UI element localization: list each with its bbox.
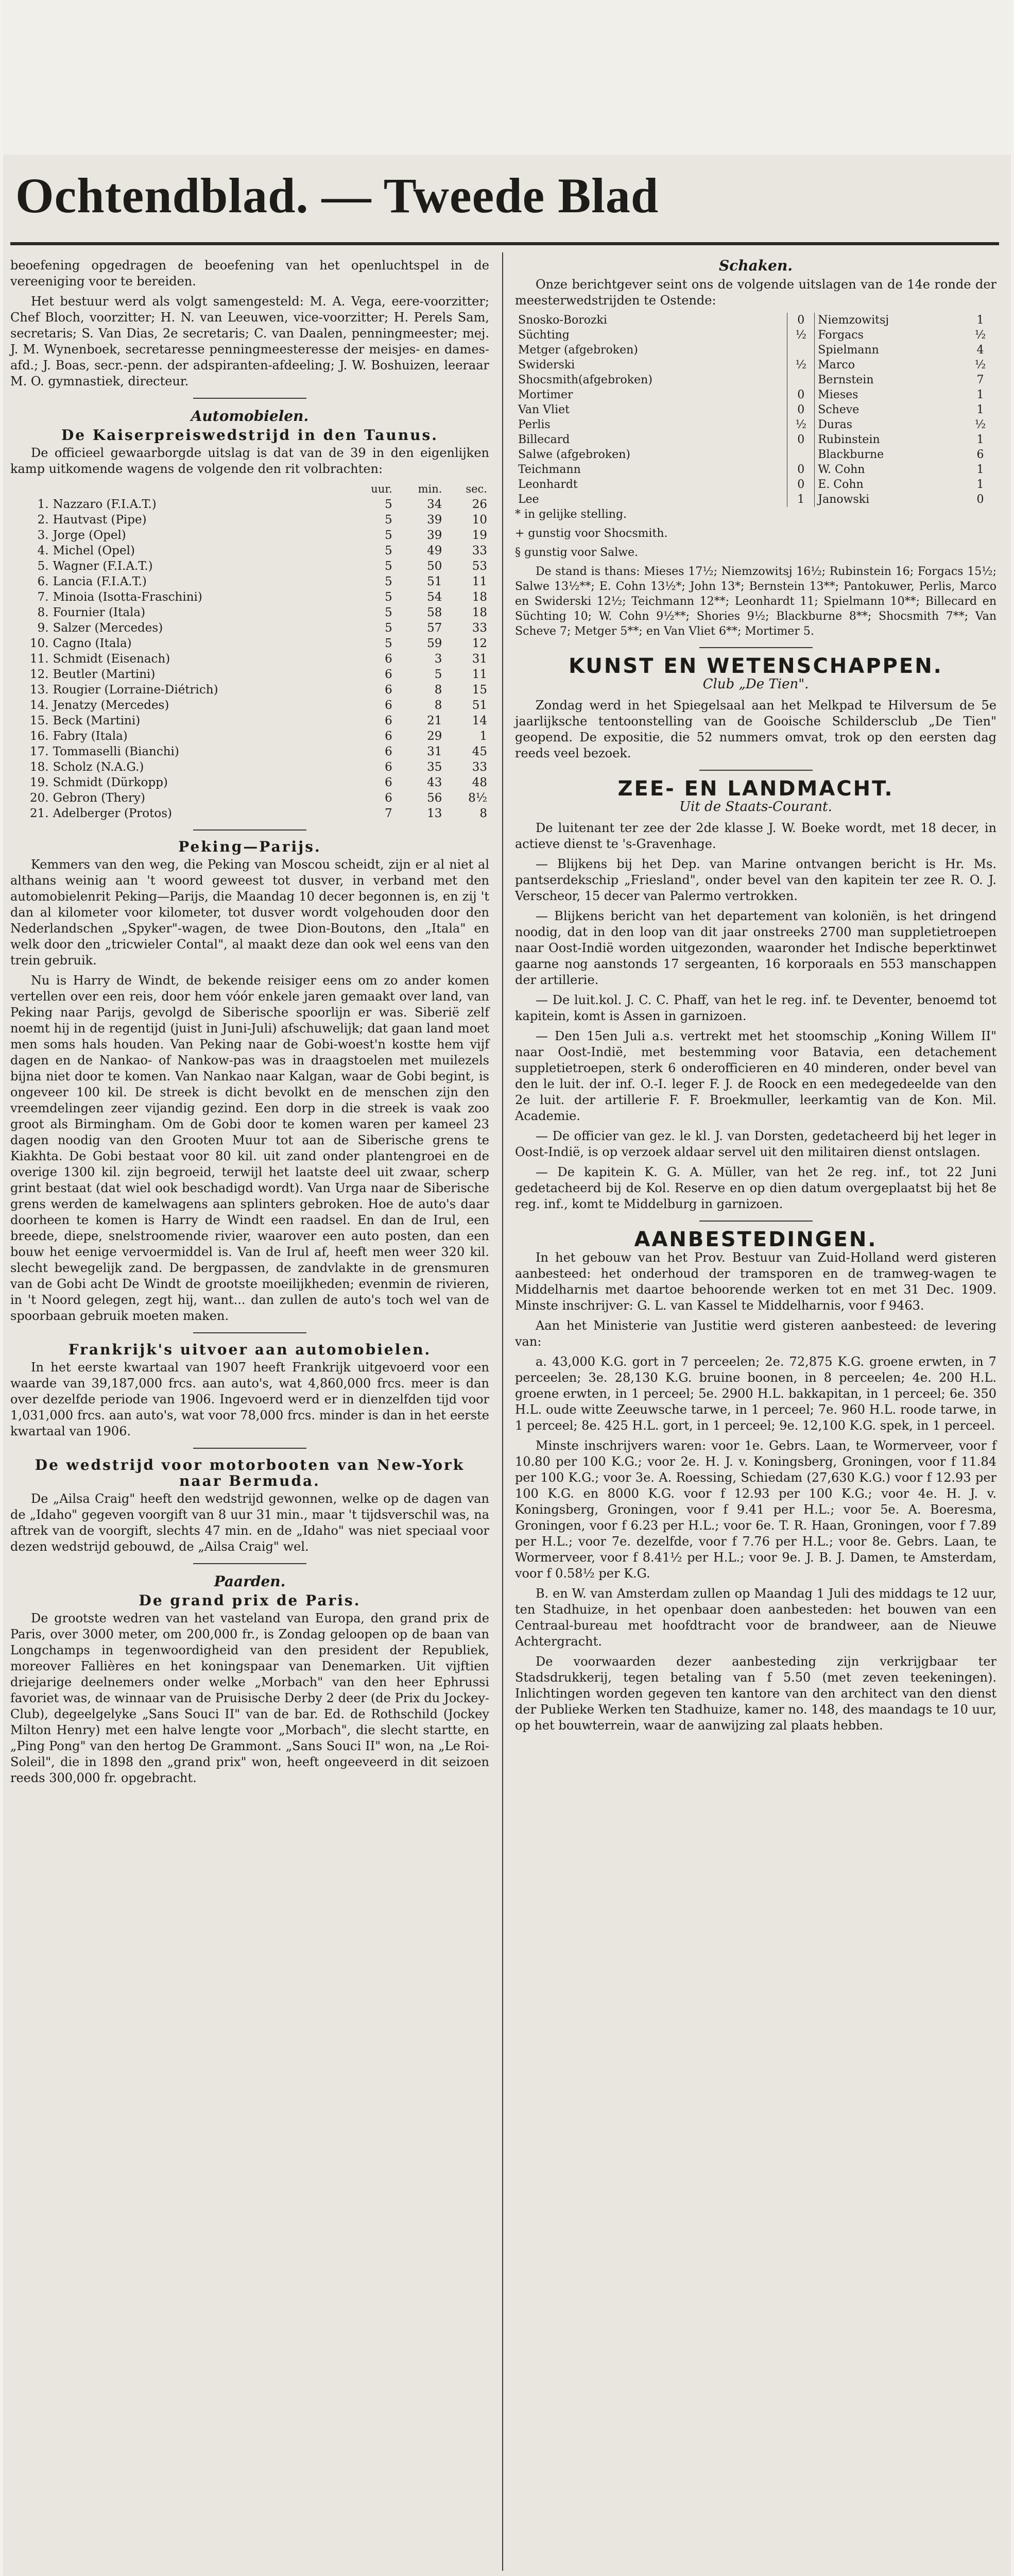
article-heading-grand-prix: De grand prix de Paris. — [139, 1592, 361, 1609]
table-cell: 1 — [976, 403, 984, 416]
table-row — [10, 667, 489, 682]
table-cell: Rubinstein — [818, 433, 880, 446]
article-paragraph: Aan het Ministerie van Justitie werd gisteren aanbesteed: de levering van: — [515, 1318, 996, 1349]
table-cell: 33 — [472, 544, 487, 557]
table-cell: 13 — [427, 807, 442, 820]
table-row — [10, 775, 489, 790]
table-cell: 45 — [472, 745, 487, 758]
table-cell: 1 — [976, 433, 984, 446]
table-cell: 8½ — [468, 791, 487, 805]
table-cell: Lancia (F.I.A.T.) — [53, 575, 147, 588]
masthead-title: Ochtendblad. — Tweede Blad — [15, 168, 659, 223]
table-row — [515, 313, 996, 328]
table-cell: Jenatzy (Mercedes) — [53, 699, 169, 712]
article-paragraph: — De kapitein K. G. A. Müller, van het 2e reg. inf., tot 22 Juni gedetacheerd bij de Kol. Reserve en op dien datum overgeplaatst bij het 8e reg. inf., komt te Middelburg in garnizoen. — [515, 1165, 996, 1211]
table-cell: 6 — [385, 714, 392, 727]
table-cell: 5 — [385, 513, 392, 527]
table-cell: ½ — [974, 418, 986, 431]
table-cell: Hautvast (Pipe) — [53, 513, 147, 527]
table-cell: 12. — [30, 668, 49, 681]
section-separator — [193, 1563, 306, 1564]
table-row — [10, 620, 489, 636]
table-cell: Minoia (Isotta-Fraschini) — [53, 590, 202, 604]
table-row — [515, 432, 996, 447]
table-cell: 1 — [787, 492, 815, 507]
table-cell: 2. — [37, 513, 49, 527]
table-cell: 5 — [385, 575, 392, 588]
article-paragraph: B. en W. van Amsterdam zullen op Maandag 1 Juli des middags te 12 uur, ten Stadhuize, in het openbaar doen aanbesteden: het bouwen van een Centraal-bureau met hoofdtracht voor de brandweer, aan de Nieuwe Achtergracht. — [515, 1586, 996, 1649]
article-paragraph: De officieel gewaarborgde uitslag is dat van de 39 in den eigenlijken kamp uitkomende wagens de volgende den rit volbrachten: — [10, 446, 489, 476]
race-results-table — [10, 481, 489, 821]
article-paragraph: Zondag werd in het Spiegelsaal aan het Melkpad te Hilversum de 5e jaarlijksche tentoonstelling van de Gooische Schildersclub „De Tien" geopend. De expositie, die 52 nummers omvat, trok op den eersten dag reeds veel bezoek. — [515, 698, 996, 760]
table-cell: Beck (Martini) — [53, 714, 141, 727]
section-heading-automobielen: Automobielen. — [191, 408, 309, 425]
table-cell: 9. — [37, 621, 49, 635]
article-paragraph: In het gebouw van het Prov. Bestuur van Zuid-Holland werd gisteren aanbesteed: het onderhoud der tramsporen en de tramweg-wagen te Middelharnis met daartoe behoorende werken tot en met 31 Dec. 1909. Minste inschrijver: G. L. van Kassel te Middelharnis, voor f 9463. — [515, 1250, 996, 1313]
table-cell: ½ — [787, 358, 815, 372]
table-cell: Duras — [818, 418, 852, 431]
table-row — [10, 698, 489, 713]
article-paragraph: De voorwaarden dezer aanbesteding zijn verkrijgbaar ter Stadsdrukkerij, tegen betaling van f 5.50 (met zeven teekeningen). Inlichtingen worden gegeven ten kantore van den architect van den dienst der Publieke Werken ten Stadhuize, kamer no. 148, des maandags te 10 uur, op het bouwterrein, waar de aanwijzing zal plaats hebben. — [515, 1654, 996, 1733]
table-cell: 7. — [37, 590, 49, 604]
chess-table-body — [515, 313, 996, 507]
table-cell: Salwe (afgebroken) — [518, 448, 630, 461]
table-cell: 5 — [385, 544, 392, 557]
table-cell: Süchting — [518, 329, 570, 342]
table-cell: 6 — [385, 699, 392, 712]
table-cell: 3. — [37, 529, 49, 542]
chess-notes — [515, 507, 996, 639]
chess-note: * in gelijke stelling. — [515, 508, 627, 521]
table-cell: 48 — [472, 776, 487, 789]
chess-results-table — [515, 313, 996, 507]
table-cell: 50 — [427, 560, 442, 573]
table-cell: 14. — [30, 699, 49, 712]
table-cell: 1 — [479, 730, 487, 743]
table-row — [10, 759, 489, 775]
table-cell: 21. — [30, 807, 49, 820]
article-heading-peking: Peking—Parijs. — [178, 838, 321, 855]
table-cell: 8 — [479, 807, 487, 820]
table-cell: 39 — [427, 529, 442, 542]
left-column — [10, 258, 489, 1790]
table-cell: Swiderski — [518, 359, 575, 371]
table-cell: 1 — [976, 388, 984, 401]
masthead-rule — [10, 242, 999, 245]
table-cell: Schmidt (Eisenach) — [53, 652, 170, 666]
table-cell: Marco — [818, 359, 855, 371]
table-cell: 0 — [787, 432, 815, 447]
table-cell: 4 — [976, 344, 984, 357]
table-cell — [787, 372, 815, 387]
table-cell: Adelberger (Protos) — [53, 807, 173, 820]
table-cell: 6 — [385, 683, 392, 697]
article-paragraph: — De luit.kol. J. C. C. Phaff, van het le reg. inf. te Deventer, benoemd tot kapitein, komt is Assen in garnizoen. — [515, 993, 996, 1023]
table-cell: Fournier (Itala) — [53, 606, 146, 619]
table-cell: 1 — [976, 478, 984, 491]
table-cell: 5 — [385, 606, 392, 619]
table-row — [10, 497, 489, 512]
table-row — [10, 589, 489, 605]
table-cell: Mieses — [818, 388, 858, 401]
table-row — [515, 328, 996, 343]
table-row — [10, 682, 489, 698]
table-row — [10, 605, 489, 620]
section-heading-paarden: Paarden. — [214, 1573, 286, 1590]
table-cell: 15 — [472, 683, 487, 697]
section-separator — [193, 1332, 306, 1333]
article-paragraph: Nu is Harry de Windt, de bekende reisiger eens om zo ander komen vertellen over een reis, door hem vóór enkele jaren gemaakt over land, van Peking naar Parijs, gevolgd de Siberische spoorlijn er was. Siberië zelf noemt hij in de regentijd (juist in Juni-Juli) afschuwelijk; dat gaan land moet men soms hals houden. Van Peking naar de Gobi-woest'n kostte hem vijf dagen en de Nankao- of Nankow-pas was in draagstoelen met muilezels bijna niet door te komen. Van Nankao naar Kalgan, waar de Gobi begint, is ongeveer 100 kil. De streek is dicht bevolkt en de menschen zijn den vreemdelingen zeer vijandig gezind. Een dorp in die streek is vaak zoo groot als Birmingham. Om de Gobi door te komen waren per kameel 23 dagen noodig van den Grooten Muur tot aan de Siberische grens te Kiakhta. De Gobi bestaat voor 80 kil. uit zand onder plantengroei en de overige 1300 kil. zijn begroeid, terwijl het laatste deel uit zwaar, scherp grint bestaat (dat wiel ook beschadigd wordt). Van Urga naar de Siberische grens werden de kamelwagens aan splinters gebroken. Hoe de auto's daar doorheen te komen is Harry de Windt een raadsel. En dan de Irul, een breede, diepe, snelstroomende rivier, waarover een auto posten, dan een bouw het eenige vervoermiddel is. Van de Irul af, heeft men weer 320 kil. slecht bewegelijk zand. De bergpassen, de zandvlakte in de grensmuren van de Gobi acht De Windt de grootste moeilijkheden; evenmin de rivieren, in 't Noord gelegen, zegt hij, want... dan zullen de auto's toch wel van de spoorbaan gebruik moeten maken. — [10, 973, 489, 1323]
table-cell: 5. — [37, 560, 49, 573]
table-cell: Salzer (Mercedes) — [53, 621, 163, 635]
table-cell: 8. — [37, 606, 49, 619]
column-header: min. — [418, 483, 442, 495]
table-cell: Scheve — [818, 403, 860, 416]
table-row — [10, 728, 489, 744]
table-cell: 6 — [385, 730, 392, 743]
section-separator — [699, 1221, 813, 1222]
article-paragraph: De „Ailsa Craig" heeft den wedstrijd gewonnen, welke op de dagen van de „Idaho" gegeven voorgift van 8 uur 31 min., maar 't tijdsverschil was, na aftrek van de voorgift, slechts 47 min. en de „Idaho" was niet speciaal voor dezen wedstrijd gebouwd, de „Ailsa Craig" wel. — [10, 1492, 489, 1554]
table-cell: 15. — [30, 714, 49, 727]
table-cell: 43 — [427, 776, 442, 789]
table-row — [515, 402, 996, 417]
table-cell: 49 — [427, 544, 442, 557]
table-cell: 31 — [427, 745, 442, 758]
table-cell: 4. — [37, 544, 49, 557]
table-cell: 6 — [385, 791, 392, 805]
table-row — [10, 574, 489, 589]
table-cell: 0 — [787, 402, 815, 417]
article-heading-de-tien: Club „De Tien". — [702, 676, 809, 692]
table-cell: 35 — [427, 760, 442, 774]
article-paragraph: In het eerste kwartaal van 1907 heeft Frankrijk uitgevoerd voor een waarde van 39,187,000 frcs. aan auto's, wat 4,860,000 frcs. meer is dan over dezelfde periode van 1906. Ingevoerd werd er in dienzelfden tijd voor 1,031,000 frcs. aan auto's, wat voor 78,000 frcs. minder is dan in het eerste kwartaal van 1906. — [10, 1360, 489, 1438]
table-row — [10, 636, 489, 651]
table-cell: Cagno (Itala) — [53, 637, 132, 650]
table-row — [10, 543, 489, 558]
table-row — [10, 528, 489, 543]
article-paragraph: Kemmers van den weg, die Peking van Moscou scheidt, zijn er al niet al althans weinig aan 't woord geweest tot dusver, in verband met den automobielenrit Peking—Parijs, die Maandag 10 decer begonnen is, en zij 't dan al kilometer voor kilometer, tot dusver wordt volgehouden door den Nederlandschen „Spyker"-wagen, de twee Dion-Boutons, den „Itala" en welk door den „tricwieler Contal", al maakt deze dan ook wel eens van den trein gebruik. — [10, 857, 489, 968]
table-cell: Van Vliet — [518, 403, 570, 416]
table-cell: 17. — [30, 745, 49, 758]
chess-standings: De stand is thans: Mieses 17½; Niemzowitsj 16½; Rubinstein 16; Forgacs 15½; Salwe 13½**; E. Cohn 13½*; John 13*; Bernstein 13**; Pantokuwer, Perlis, Marco en Swiderski 12½; Teichmann 12**; Leonhardt 11; Spielmann 10**; Billecard en Süchting 10; W. Cohn 9½**; Shories 9½; Blackburne 8**; Shocsmith 7**; Van Scheve 7; Metger 5**; en Van Vliet 6**; Mortimer 5. — [515, 565, 996, 638]
table-cell: 0 — [787, 462, 815, 477]
intro-paragraph: Het bestuur werd als volgt samengesteld: M. A. Vega, eere-voorzitter; Chef Bloch, voorzitter; H. N. van Leeuwen, vice-voorzitter; H. Perels Sam, secretaris; S. Van Dias, 2e secretaris; C. van Daalen, penningmeester; mej. J. M. Wynenboek, secretaresse penningmeesteresse der meisjes- en dames-afd.; J. Boas, secr.-penn. der adspiranten-afdeeling; J. W. Boshuizen, leeraar M. O. gymnastiek, directeur. — [10, 294, 489, 388]
table-cell: Mortimer — [518, 388, 573, 401]
table-cell: 6 — [385, 745, 392, 758]
table-cell: Lee — [518, 493, 539, 506]
article-paragraph: Minste inschrijvers waren: voor 1e. Gebrs. Laan, te Wormerveer, voor f 10.80 per 100 K.G.; voor 2e. H. J. v. Koningsberg, Groningen, voor f 11.84 per 100 K.G.; voor 3e. A. Roessing, Schiedam (27,630 K.G.) voor f 12.93 per 100 K.G. en 8000 K.G. voor f 12.93 per 100 K.G.; voor 4e. H. J. v. Koningsberg, Groningen, voor f 9.41 per H.L.; voor 5e. A. Boeresma, Groningen, voor f 6.23 per H.L.; voor 6e. T. R. Haan, Groningen, voor f 7.89 per H.L.; voor 7e. dezelfde, voor f 7.76 per H.L.; voor 8e. Gebrs. Laan, te Wormerveer, voor f 8.41½ per H.L.; voor 9e. J. B. J. Damen, te Amsterdam, voor f 0.58½ per K.G. — [515, 1438, 996, 1581]
table-row — [515, 492, 996, 507]
table-cell: Metger (afgebroken) — [518, 344, 638, 357]
table-cell: 39 — [427, 513, 442, 527]
table-cell: Perlis — [518, 418, 551, 431]
table-cell: 8 — [434, 683, 442, 697]
table-cell: 57 — [427, 621, 442, 635]
table-cell: 3 — [434, 652, 442, 666]
table-cell: Billecard — [518, 433, 570, 446]
table-row — [10, 744, 489, 759]
article-paragraph: — De officier van gez. le kl. J. van Dorsten, gedetacheerd bij het leger in Oost-Indië, is op verzoek aldaar servel uit den militairen dienst ontslagen. — [515, 1129, 996, 1159]
table-row — [10, 512, 489, 528]
section-separator — [699, 770, 813, 771]
table-row — [10, 806, 489, 821]
table-cell: 58 — [427, 606, 442, 619]
section-heading-kunst: KUNST EN WETENSCHAPPEN. — [569, 654, 943, 678]
table-cell: Forgacs — [818, 329, 864, 342]
table-cell: 20. — [30, 791, 49, 805]
article-heading-staats-courant: Uit de Staats-Courant. — [679, 799, 832, 815]
table-cell: Jorge (Opel) — [53, 529, 126, 542]
section-heading-aanbestedingen: AANBESTEDINGEN. — [634, 1228, 878, 1251]
table-cell: Wagner (F.I.A.T.) — [53, 560, 153, 573]
column-header: sec. — [466, 483, 487, 495]
table-cell: 5 — [385, 637, 392, 650]
section-heading-zee-landmacht: ZEE- EN LANDMACHT. — [617, 777, 894, 801]
table-cell: 5 — [385, 529, 392, 542]
section-separator — [699, 647, 813, 648]
table-cell: 13. — [30, 683, 49, 697]
table-cell: Leonhardt — [518, 478, 578, 491]
article-paragraph: — Blijkens bij het Dep. van Marine ontvangen bericht is Hr. Ms. pantserdekschip „Friesland", onder bevel van den kapitein ter zee R. O. J. Verscheor, 15 decer van Palermo vertrokken. — [515, 857, 996, 903]
column-divider — [502, 252, 503, 2571]
table-cell: Niemzowitsj — [818, 314, 889, 327]
table-cell: 11 — [472, 575, 487, 588]
table-cell: 0 — [976, 493, 984, 506]
table-cell: Nazzaro (F.I.A.T.) — [53, 498, 157, 511]
table-cell: 10 — [472, 513, 487, 527]
table-cell: 5 — [385, 621, 392, 635]
table-cell: 29 — [427, 730, 442, 743]
table-cell: 5 — [385, 560, 392, 573]
table-cell: 33 — [472, 760, 487, 774]
chess-note: § gunstig voor Salwe. — [515, 546, 639, 559]
table-cell: 18. — [30, 760, 49, 774]
table-cell: 6. — [37, 575, 49, 588]
table-cell: Fabry (Itala) — [53, 730, 128, 743]
article-heading-kaiserpreis: De Kaiserpreiswedstrijd in den Taunus. — [61, 427, 438, 444]
table-cell: 12 — [472, 637, 487, 650]
table-cell: 6 — [385, 760, 392, 774]
table-cell: 26 — [472, 498, 487, 511]
table-row — [10, 558, 489, 574]
table-cell: 51 — [427, 575, 442, 588]
section-separator — [193, 398, 306, 399]
table-cell: Rougier (Lorraine-Diétrich) — [53, 683, 218, 697]
table-cell: 18 — [472, 590, 487, 604]
table-cell: Spielmann — [818, 344, 879, 357]
table-cell: 14 — [472, 714, 487, 727]
table-cell: 56 — [427, 791, 442, 805]
table-cell: 53 — [472, 560, 487, 573]
clipping-top-strip — [3, 0, 1011, 155]
chess-note: + gunstig voor Shocsmith. — [515, 527, 668, 540]
table-cell: 19. — [30, 776, 49, 789]
table-cell: Bernstein — [818, 374, 874, 386]
article-paragraph: De luitenant ter zee der 2de klasse J. W. Boeke wordt, met 18 decer, in actieve dienst te 's-Gravenhage. — [515, 821, 996, 851]
table-cell: Gebron (Thery) — [53, 791, 145, 805]
table-row — [515, 387, 996, 402]
table-cell: 0 — [787, 387, 815, 402]
table-cell: 19 — [472, 529, 487, 542]
table-cell: Michel (Opel) — [53, 544, 135, 557]
table-row — [515, 343, 996, 358]
table-cell: 8 — [434, 699, 442, 712]
race-table-body — [10, 497, 489, 821]
table-cell: 10. — [30, 637, 49, 650]
table-cell: ½ — [974, 359, 986, 371]
table-cell: 51 — [472, 699, 487, 712]
table-cell: 31 — [472, 652, 487, 666]
table-cell: 5 — [385, 498, 392, 511]
table-cell: 21 — [427, 714, 442, 727]
table-cell: 11. — [30, 652, 49, 666]
table-row — [515, 358, 996, 372]
table-cell: 1 — [976, 314, 984, 327]
article-paragraph: a. 43,000 K.G. gort in 7 perceelen; 2e. 72,875 K.G. groene erwten, in 7 perceelen; 3e. 28,130 K.G. bruine boonen, in 8 perceelen; 4e. 200 H.L. groene erwten, in 1 perceel; 5e. 2900 H.L. bakkapitan, in 1 perceel; 6e. 350 H.L. oude witte Zeeuwsche tarwe, in 1 perceel; 7e. 960 H.L. roode tarwe, in 1 perceel; 8e. 425 H.L. gort, in 1 perceel; 9e. 12,100 K.G. spek, in 1 perceel. — [515, 1354, 996, 1433]
article-paragraph: — Den 15en Juli a.s. vertrekt met het stoomschip „Koning Willem II" naar Oost-Indië, met bestemming voor Batavia, een detachement suppletietroepen, sterk 6 onderofficieren en 40 minderen, onder bevel van den le luit. der inf. O.-I. leger F. J. de Roock en een medegedeelde van den 2e luit. der artillerie F. F. Broekmuller, leerkamtig van de Kon. Mil. Academie. — [515, 1029, 996, 1123]
table-cell: Snosko-Borozki — [518, 314, 607, 327]
table-cell: 6 — [976, 448, 984, 461]
section-separator — [193, 1448, 306, 1449]
table-row — [515, 417, 996, 432]
table-cell: 59 — [427, 637, 442, 650]
table-row — [515, 462, 996, 477]
table-row — [10, 790, 489, 806]
table-cell: 34 — [427, 498, 442, 511]
table-cell: 1. — [37, 498, 49, 511]
table-row — [10, 713, 489, 728]
table-cell: 7 — [385, 807, 392, 820]
table-cell: 11 — [472, 668, 487, 681]
table-cell: 0 — [787, 313, 815, 328]
article-paragraph: — Blijkens bericht van het departement van koloniën, is het dringend noodig, dat in den loop van dit jaar onstreeks 2700 man suppletietroepen naar Oost-Indië worden uitgezonden, waaronder het Indische beperktinwet gaarne nog aanstonds 17 sergeanten, 16 korporaals en 553 manschappen der artillerie. — [515, 909, 996, 987]
table-cell — [787, 447, 815, 462]
table-cell: 6 — [385, 776, 392, 789]
table-cell: ½ — [974, 329, 986, 342]
table-cell: Tommaselli (Bianchi) — [53, 745, 179, 758]
table-row — [10, 651, 489, 667]
table-cell: ½ — [787, 328, 815, 343]
article-paragraph: Onze berichtgever seint ons de volgende uitslagen van de 14e ronde der meesterwedstrijden te Ostende: — [515, 277, 996, 308]
table-cell: Scholz (N.A.G.) — [53, 760, 144, 774]
table-cell: 5 — [385, 590, 392, 604]
table-cell: 54 — [427, 590, 442, 604]
table-row — [515, 477, 996, 492]
table-cell: 16. — [30, 730, 49, 743]
article-heading-frankrijk: Frankrijk's uitvoer aan automobielen. — [68, 1341, 432, 1358]
article-heading-motorboot: De wedstrijd voor motorbooten van New-York naar Bermuda. — [35, 1456, 465, 1489]
table-cell: Schmidt (Dürkopp) — [53, 776, 168, 789]
section-separator — [193, 829, 306, 831]
table-cell: 18 — [472, 606, 487, 619]
table-cell: 33 — [472, 621, 487, 635]
table-cell: Beutler (Martini) — [53, 668, 156, 681]
column-header: uur. — [371, 483, 392, 495]
table-cell: 1 — [976, 463, 984, 476]
table-cell: ½ — [787, 417, 815, 432]
table-cell: E. Cohn — [818, 478, 864, 491]
article-paragraph: De grootste wedren van het vasteland van Europa, den grand prix de Paris, over 3000 meter, om 200,000 fr., is Zondag geloopen op de baan van Longchamps in tegenwoordigheid van den president der Republiek, moreover Fallières en het koningspaar van Denemarken. Uit vijftien driejarige deelnemers onder welke „Morbach" van den heer Ephrussi favoriet was, de winnaar van de Pruisische Derby 2 deer (de Prix du Jockey-Club), degeelgelyke „Sans Souci II" van de bar. Ed. de Rothschild (Jockey Milton Henry) met een halve lengte voor „Morbach", die slecht startte, en „Ping Pong" van den hertog De Grammont. „Sans Souci II" won, na „Le Roi-Soleil", die in 1898 den „grand prix" won, heeft ongeeveerd in dit seizoen reeds 300,000 fr. opgebracht. — [10, 1611, 489, 1785]
right-column — [515, 258, 996, 1738]
table-cell: 7 — [976, 374, 984, 386]
table-cell: Teichmann — [518, 463, 581, 476]
table-row — [515, 372, 996, 387]
table-cell: Blackburne — [818, 448, 884, 461]
table-row — [515, 447, 996, 462]
table-cell: 0 — [787, 477, 815, 492]
table-cell: 6 — [385, 652, 392, 666]
table-cell: 5 — [434, 668, 442, 681]
table-cell: Janowski — [818, 493, 870, 506]
section-heading-schaken: Schaken. — [718, 257, 793, 274]
table-cell: W. Cohn — [818, 463, 865, 476]
table-cell: Shocsmith(afgebroken) — [518, 374, 652, 386]
table-cell — [787, 343, 815, 358]
table-cell: 6 — [385, 668, 392, 681]
intro-paragraph: beoefening opgedragen de beoefening van het openluchtspel in de vereeniging voor te bereiden. — [10, 258, 489, 289]
race-table-header — [10, 481, 489, 497]
